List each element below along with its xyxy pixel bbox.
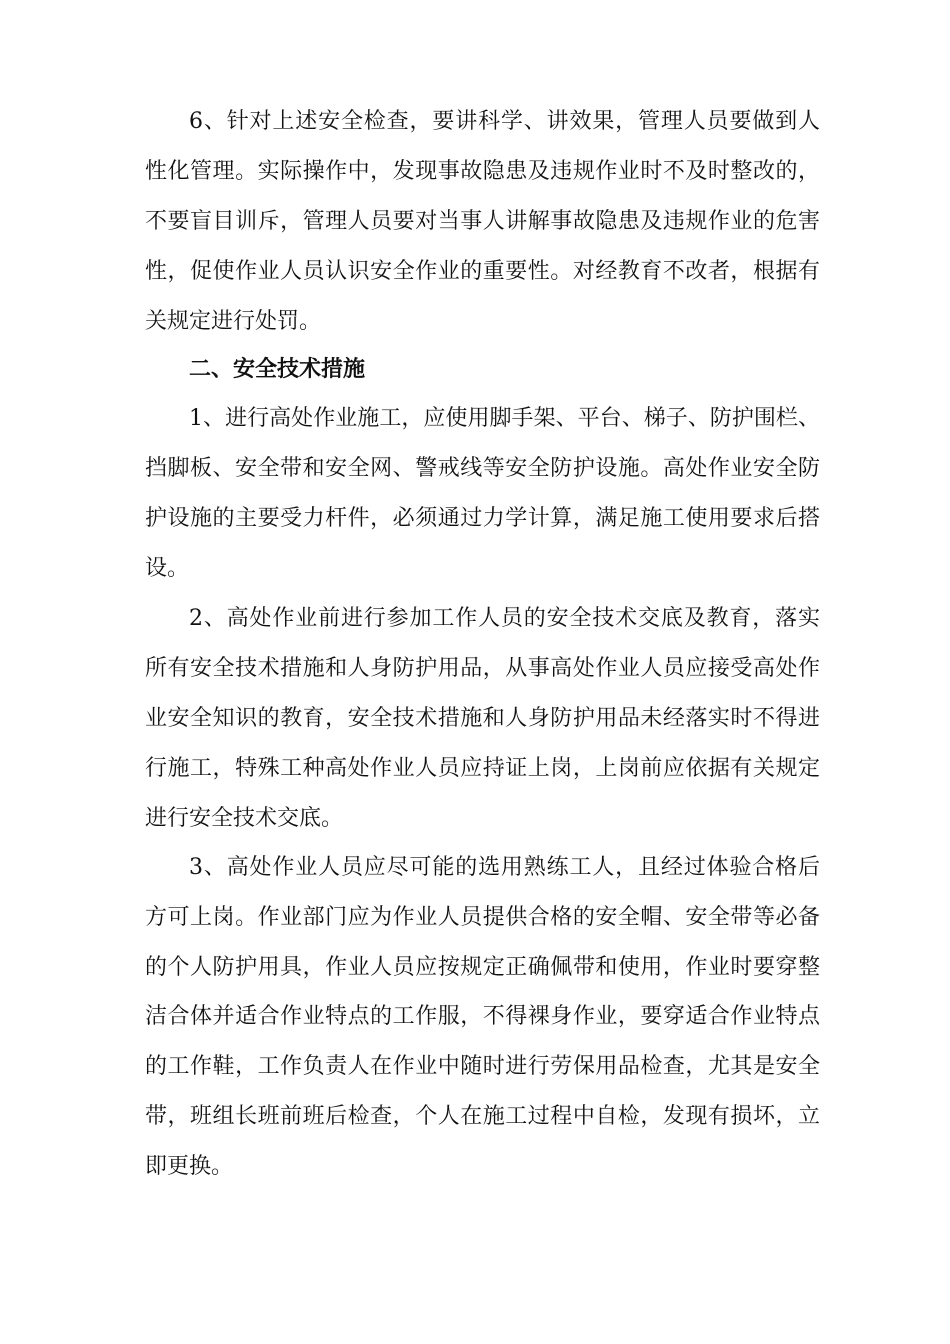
text-line: 的工作鞋，工作负责人在作业中随时进行劳保用品检查，尤其是安全 [145,1054,820,1079]
text-line: 不要盲目训斥，管理人员要对当事人讲解事故隐患及违规作业的危害 [145,209,820,234]
text-line: 行施工，特殊工种高处作业人员应持证上岗，上岗前应依据有关规定 [145,756,820,781]
text-line: 1、进行高处作业施工，应使用脚手架、平台、梯子、防护围栏、 [189,406,820,431]
text-line: 性化管理。实际操作中，发现事故隐患及违规作业时不及时整改的， [145,159,820,184]
text-line: 挡脚板、安全带和安全网、警戒线等安全防护设施。高处作业安全防 [145,456,820,481]
text-line: 3、高处作业人员应尽可能的选用熟练工人，且经过体验合格后 [189,855,820,880]
text-line: 的个人防护用具，作业人员应按规定正确佩带和使用，作业时要穿整 [145,955,820,980]
text-line: 即更换。 [145,1154,234,1179]
text-line: 2、高处作业前进行参加工作人员的安全技术交底及教育，落实 [189,606,820,631]
text-line: 设。 [145,556,190,581]
text-line: 方可上岗。作业部门应为作业人员提供合格的安全帽、安全带等必备 [145,905,820,930]
text-line: 关规定进行处罚。 [145,309,322,334]
text-line: 带，班组长班前班后检查，个人在施工过程中自检，发现有损坏，立 [145,1104,820,1129]
text-line: 业安全知识的教育，安全技术措施和人身防护用品未经落实时不得进 [145,706,820,731]
section-heading: 二、安全技术措施 [189,357,366,382]
text-line: 所有安全技术措施和人身防护用品，从事高处作业人员应接受高处作 [145,656,820,681]
text-line: 进行安全技术交底。 [145,806,344,831]
text-line: 洁合体并适合作业特点的工作服，不得裸身作业，要穿适合作业特点 [145,1004,820,1029]
text-line: 6、针对上述安全检查，要讲科学、讲效果，管理人员要做到人 [189,109,820,134]
text-line: 性，促使作业人员认识安全作业的重要性。对经教育不改者，根据有 [145,259,820,284]
text-line: 护设施的主要受力杆件，必须通过力学计算，满足施工使用要求后搭 [145,506,820,531]
